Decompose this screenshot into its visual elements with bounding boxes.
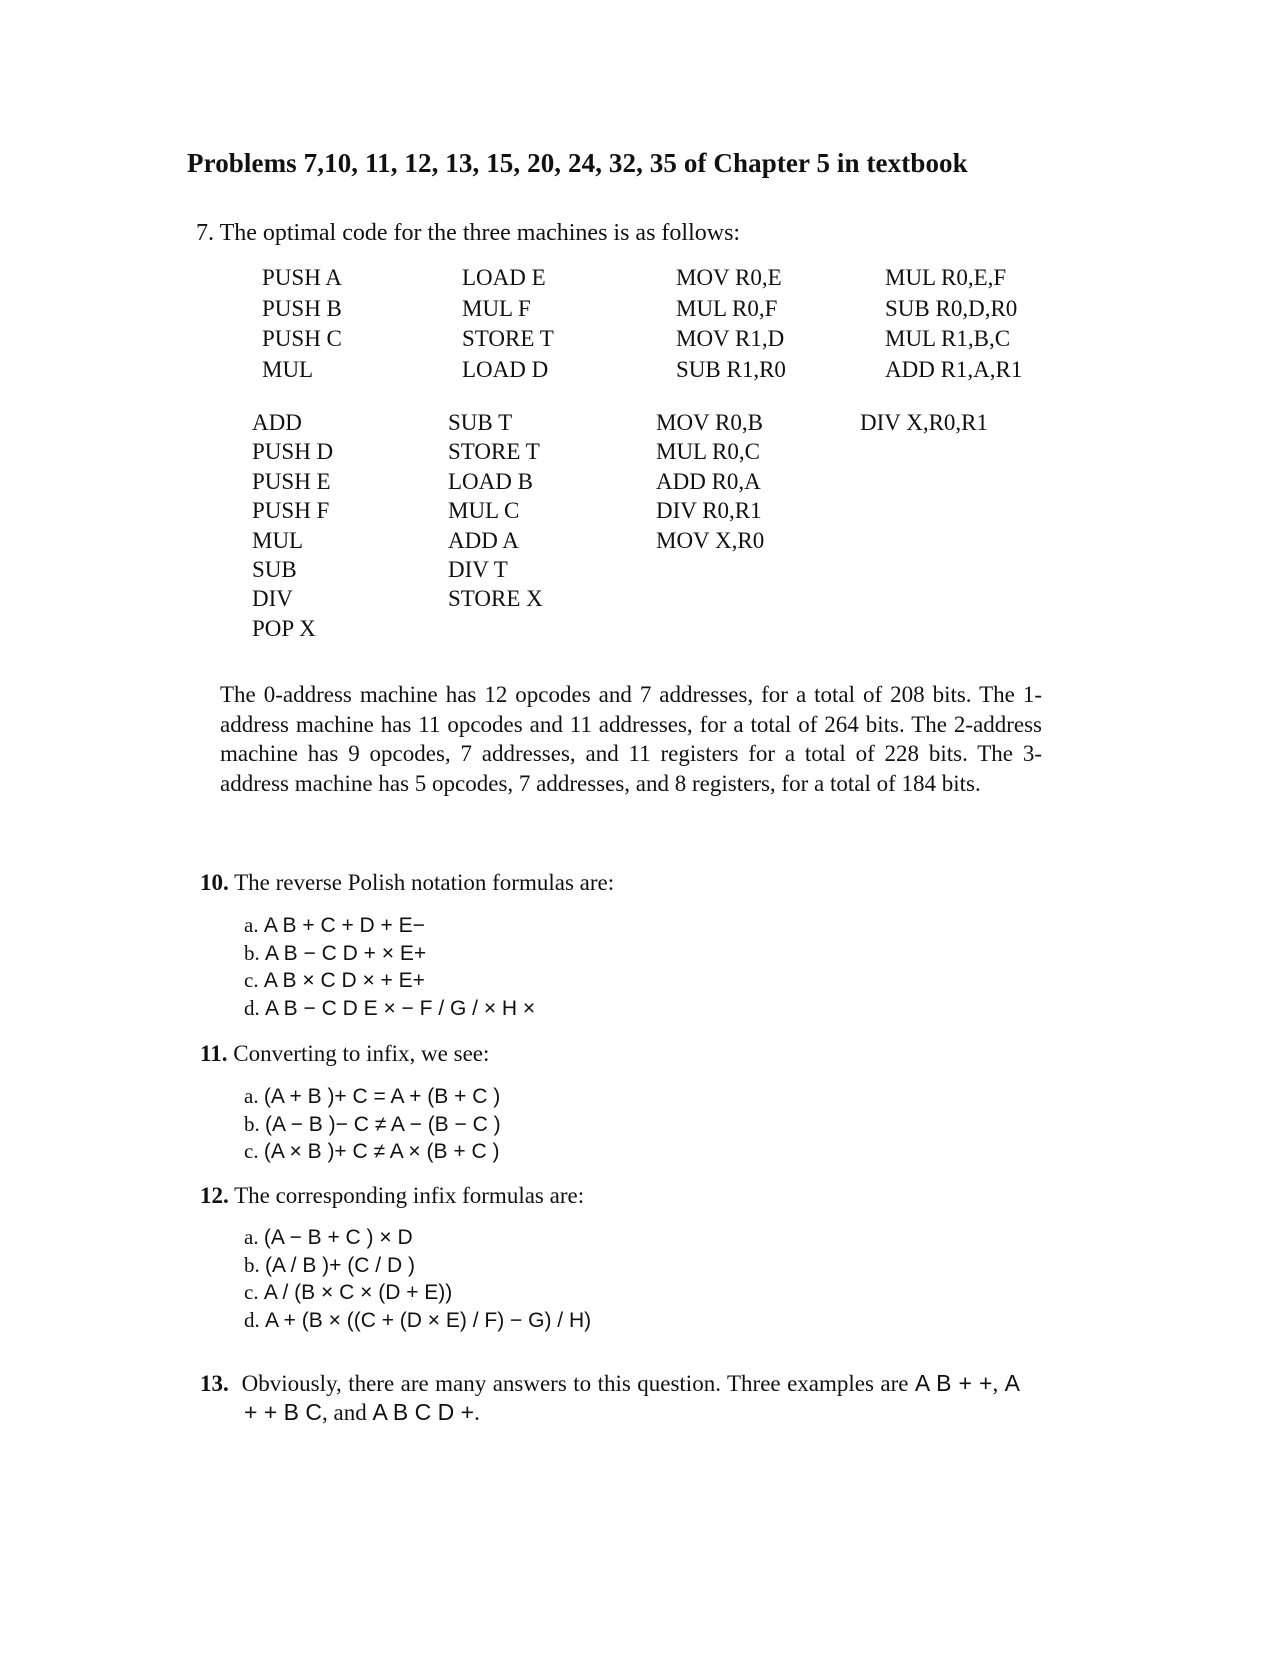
problem-10-number: 10. [200,870,229,895]
code-column-2addr-part1 [676,263,786,385]
list-item [244,1138,501,1166]
code-line: SUB R0,D,R0 [885,295,1018,321]
code-line: DIV [252,586,293,612]
code-line: PUSH D [252,439,334,465]
code-line: MUL C [448,498,520,524]
code-line: MOV R0,E [676,265,782,290]
problem-10-text: The reverse Polish notation formulas are: [234,870,615,895]
code-line: MOV X,R0 [656,527,765,553]
item-label: c. [244,1139,259,1163]
code-line: STORE T [448,439,540,465]
problem-12-list [244,1224,591,1334]
code-line: DIV T [448,557,508,583]
code-column-2addr-part2 [656,408,764,555]
item-formula: (A + B )+ C = A + (B + C ) [263,1085,501,1108]
code-line: LOAD D [462,356,549,382]
code-line: ADD A [448,527,519,553]
problem-13-text-block [200,1369,1020,1427]
code-line: DIV R0,R1 [656,498,762,524]
code-line: PUSH C [262,326,342,351]
item-label: d. [244,995,260,1020]
item-formula: A B − C D E × − F / G / × H × [265,996,536,1020]
list-item [244,1111,501,1139]
example-2: A + + B C [244,1370,1021,1425]
example-3: A B C D + [372,1399,475,1425]
code-column-0addr-part1 [262,263,342,385]
code-line: MUL R0,F [676,295,778,321]
list-item [244,912,535,940]
item-label: b. [244,1252,260,1277]
code-line: LOAD B [448,468,533,494]
code-line: MOV R0,B [656,410,763,435]
item-label: a. [244,1225,259,1249]
item-formula: A B − C D + × E+ [265,941,427,965]
problem-11-number: 11. [200,1041,228,1066]
problem-13 [200,1369,1020,1427]
code-line: ADD [252,410,302,435]
code-line: POP X [252,615,316,641]
code-line: MUL [252,527,304,553]
item-formula: A B × C D × + E+ [263,969,425,992]
list-item [244,1307,591,1335]
code-line: MOV R1,D [676,326,785,351]
code-line: MUL R0,E,F [885,265,1007,290]
item-label: a. [244,913,259,937]
code-line: PUSH E [252,468,331,494]
code-line: MUL R1,B,C [885,326,1011,351]
problem-12-intro [200,1183,584,1209]
item-formula: A B + C + D + E− [263,914,425,937]
code-line: SUB R1,R0 [676,356,786,382]
code-line: MUL F [462,295,531,321]
list-item [244,995,535,1023]
code-line: PUSH F [252,498,330,524]
code-line: PUSH B [262,295,342,321]
list-item [244,967,535,995]
code-line: MUL [262,356,314,382]
code-column-3addr-part2 [860,408,988,437]
problem-10-list [244,912,535,1022]
item-label: d. [244,1307,260,1332]
example-1: A B + + [914,1370,993,1396]
code-column-0addr-part2 [252,408,333,643]
item-label: b. [244,940,260,965]
code-line: ADD R0,A [656,468,761,494]
code-line: PUSH A [262,265,342,290]
code-line: LOAD E [462,265,546,290]
problem-13-text: Obviously, there are many answers to this question. Three examples are [241,1371,909,1396]
item-label: b. [244,1111,260,1136]
code-column-3addr-part1 [885,263,1022,385]
item-label: c. [244,1280,259,1304]
separator: , [992,1371,1005,1396]
code-line: DIV X,R0,R1 [860,410,989,435]
code-column-1addr-part2 [448,408,543,614]
problem-10-intro [200,870,614,896]
problem-11-list [244,1083,501,1166]
problem-11-intro [200,1041,489,1067]
code-line: MUL R0,C [656,439,760,465]
problem-7-explanation: The 0-address machine has 12 opcodes and 7 addresses, for a total of 208 bits. The 1-address machine has 11 opcodes and 11 addresses, for a total of 264 bits. The 2-address machine has 9 opcodes, 7 addresses, and 11 registers for a total of 228 bits. The 3-address machine has 5 opcodes, 7 addresses, and 8 registers, for a total of 184 bits. [220,682,1042,796]
problem-12-text: The corresponding infix formulas are: [234,1183,585,1208]
code-line: ADD R1,A,R1 [885,356,1023,382]
item-formula: (A × B )+ C ≠ A × (B + C ) [263,1140,500,1163]
list-item [244,1279,591,1307]
problem-7-number: 7. [196,220,214,246]
code-line: SUB [252,557,297,583]
code-column-1addr-part1 [462,263,554,385]
list-item [244,940,535,968]
code-line: STORE T [462,326,554,351]
problem-13-number: 13. [200,1371,229,1396]
item-formula: (A − B + C ) × D [263,1226,413,1249]
item-label: c. [244,968,259,992]
item-formula: (A / B )+ (C / D ) [265,1253,415,1277]
list-item [244,1083,501,1111]
list-item [244,1224,591,1252]
item-formula: A / (B × C × (D + E)) [263,1281,453,1304]
separator: , and [321,1400,373,1425]
code-line: SUB T [448,410,513,435]
item-formula: (A − B )− C ≠ A − (B − C ) [265,1112,501,1136]
problem-12-number: 12. [200,1183,229,1208]
item-formula: A + (B × ((C + (D × E) / F) − G) / H) [265,1308,592,1332]
period: . [474,1400,480,1425]
page-heading: Problems 7,10, 11, 12, 13, 15, 20, 24, 32, 35 of Chapter 5 in textbook [187,148,968,178]
problem-11-text: Converting to infix, we see: [233,1041,490,1066]
item-label: a. [244,1084,259,1108]
list-item [244,1252,591,1280]
problem-7-text: The optimal code for the three machines is as follows: [219,220,741,246]
problem-7-intro [196,220,740,247]
code-line: STORE X [448,586,543,612]
